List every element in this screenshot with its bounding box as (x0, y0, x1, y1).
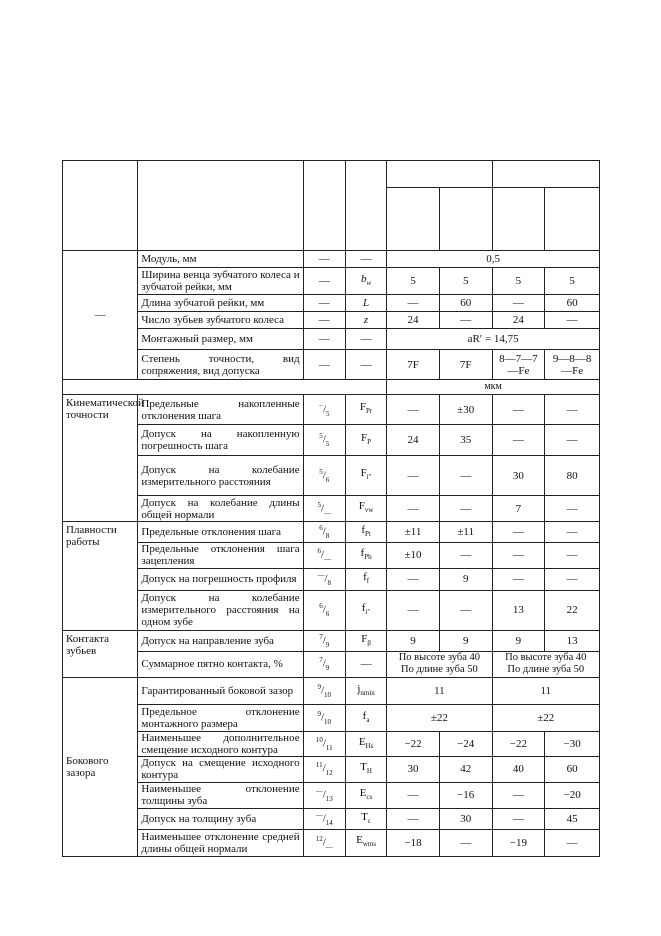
header-row-1 (63, 161, 600, 188)
value-cell: 5 (387, 268, 440, 295)
header-ex1-rack (439, 188, 492, 251)
table-number-cell: — (303, 268, 345, 295)
header-ex2-rack (545, 188, 600, 251)
group-kin: Кинематической точности (63, 395, 138, 522)
value-cell: 8—7—7—Fe (492, 350, 545, 380)
param-cell: Наименьшее дополнительное смещение исходного контура (138, 731, 303, 756)
param-cell: Предельные отклонения шага зацепления (138, 542, 303, 568)
value-cell: 30 (492, 456, 545, 496)
table-number-cell: $^{10}/_{11}$ (303, 731, 345, 756)
value-cell: −19 (492, 829, 545, 856)
contact-ex2-cell (492, 651, 599, 677)
value-cell: — (387, 295, 440, 312)
table-number-cell: $^5/_—$ (303, 496, 345, 522)
value-cell: 7F (387, 350, 440, 380)
symbol-cell: $F_{Pr}$ (345, 395, 386, 425)
contact-length: По длине зуба 50 (401, 664, 478, 676)
value-cell: 45 (545, 808, 600, 829)
param-cell: Число зубьев зубчатого колеса (138, 312, 303, 329)
value-cell: 40 (492, 756, 545, 782)
table-number-cell: $^6/_6$ (303, 590, 345, 630)
value-cell: −20 (545, 782, 600, 808)
param-cell: Допуск на погрешность профиля (138, 568, 303, 590)
header-symbol (345, 161, 386, 251)
value-cell: −22 (492, 731, 545, 756)
value-cell: 80 (545, 456, 600, 496)
merged-value-cell: aR′ = 14,75 (387, 329, 600, 350)
value-cell: — (439, 590, 492, 630)
symbol-cell: $f_{Pb}$ (345, 542, 386, 568)
value-cell: 60 (439, 295, 492, 312)
symbol-cell: L (345, 295, 386, 312)
param-cell: Наименьшее отклонение средней длины общей нормали (138, 829, 303, 856)
units-row (63, 380, 600, 395)
symbol-cell: $f_a$ (345, 704, 386, 731)
group-general: — (63, 251, 138, 380)
table-number-cell: $^9/_{10}$ (303, 704, 345, 731)
table-number-cell: $^9/_{10}$ (303, 677, 345, 704)
value-cell: −18 (387, 829, 440, 856)
table-number-cell: $^6/_—$ (303, 542, 345, 568)
symbol-cell: $b_w$ (345, 268, 386, 295)
value-cell: — (545, 496, 600, 522)
header-norms (63, 161, 138, 251)
value-cell: — (492, 395, 545, 425)
value-cell: 30 (387, 756, 440, 782)
table-row (63, 782, 600, 808)
value-cell: 35 (439, 425, 492, 456)
symbol-cell: $E_{Hs}$ (345, 731, 386, 756)
table-number-cell: $^-/_5$ (303, 395, 345, 425)
value-cell: — (492, 542, 545, 568)
value-cell: 24 (387, 312, 440, 329)
table-row (63, 395, 600, 425)
value-cell: 9 (387, 630, 440, 651)
symbol-cell: $F_P$ (345, 425, 386, 456)
value-cell: — (387, 590, 440, 630)
table-row (63, 295, 600, 312)
param-cell: Гарантированный боковой зазор (138, 677, 303, 704)
symbol-cell: $F_{i''}$ (345, 456, 386, 496)
value-cell: — (439, 312, 492, 329)
table-row (63, 268, 600, 295)
table-row (63, 329, 600, 350)
value-cell: 42 (439, 756, 492, 782)
value-cell: — (492, 425, 545, 456)
value-cell: ±10 (387, 542, 440, 568)
value-cell: 7 (492, 496, 545, 522)
value-cell: 30 (439, 808, 492, 829)
ex2-merged-cell: 11 (492, 677, 599, 704)
table-row (63, 542, 600, 568)
value-cell: — (545, 425, 600, 456)
table-row (63, 425, 600, 456)
contact-ex1-cell (387, 651, 492, 677)
param-cell: Допуск на колебание измерительного расстояния на одном зубе (138, 590, 303, 630)
table-row (63, 568, 600, 590)
table-row (63, 677, 600, 704)
value-cell: 9 (439, 630, 492, 651)
table-number-cell: $^—/_8$ (303, 568, 345, 590)
table-row (63, 522, 600, 543)
value-cell: — (492, 295, 545, 312)
ex1-merged-cell: 11 (387, 677, 492, 704)
units-empty (63, 380, 387, 395)
value-cell: — (545, 395, 600, 425)
ex1-merged-cell: ±22 (387, 704, 492, 731)
table-number-cell: $^5/_6$ (303, 456, 345, 496)
value-cell: — (387, 456, 440, 496)
table-number-cell: $^{11}/_{12}$ (303, 756, 345, 782)
param-cell: Предельное отклонение монтажного размера (138, 704, 303, 731)
value-cell: — (545, 522, 600, 543)
value-cell: 24 (387, 425, 440, 456)
symbol-cell: — (345, 350, 386, 380)
table-number-cell: $^7/_9$ (303, 630, 345, 651)
ex2-merged-cell: ±22 (492, 704, 599, 731)
value-cell: 22 (545, 590, 600, 630)
symbol-cell: $f_{i''}$ (345, 590, 386, 630)
table-number-cell: — (303, 350, 345, 380)
value-cell: — (545, 829, 600, 856)
group-smooth: Плавности работы (63, 522, 138, 631)
param-cell: Допуск на толщину зуба (138, 808, 303, 829)
value-cell: 5 (439, 268, 492, 295)
table-number-cell: $^5/_5$ (303, 425, 345, 456)
header-param (138, 161, 303, 251)
value-cell: — (439, 496, 492, 522)
group-side: Бокового зазора (63, 677, 138, 856)
value-cell: — (545, 542, 600, 568)
symbol-cell: $E_{wms}$ (345, 829, 386, 856)
value-cell: — (387, 395, 440, 425)
param-cell: Наименьшее отклонение толщины зуба (138, 782, 303, 808)
value-cell: 13 (492, 590, 545, 630)
table-row (63, 350, 600, 380)
units-label: мкм (387, 380, 600, 395)
symbol-cell: $T_H$ (345, 756, 386, 782)
value-cell: — (387, 782, 440, 808)
symbol-cell: — (345, 251, 386, 268)
table-row (63, 251, 600, 268)
value-cell: −16 (439, 782, 492, 808)
table-number-cell: $^6/_8$ (303, 522, 345, 543)
value-cell: 9 (439, 568, 492, 590)
symbol-cell: $F_{vw}$ (345, 496, 386, 522)
value-cell: — (492, 568, 545, 590)
param-cell: Допуск на направление зуба (138, 630, 303, 651)
contact-length: По длине зуба 50 (507, 664, 585, 676)
header-example-2 (492, 161, 599, 188)
value-cell: 60 (545, 756, 600, 782)
value-cell: 9—8—8—Fe (545, 350, 600, 380)
value-cell: 5 (545, 268, 600, 295)
group-contact: Контакта зубьев (63, 630, 138, 677)
table-number-cell: $^—/_{14}$ (303, 808, 345, 829)
symbol-cell: $F_\beta$ (345, 630, 386, 651)
symbol-cell: — (345, 329, 386, 350)
symbol-cell: $E_{cs}$ (345, 782, 386, 808)
header-ex1-wheel (387, 188, 440, 251)
table-row (63, 590, 600, 630)
symbol-cell: z (345, 312, 386, 329)
value-cell: −22 (387, 731, 440, 756)
table-row (63, 630, 600, 651)
table-number-cell: $^{12}/_—$ (303, 829, 345, 856)
contact-height: По высоте зуба 40 (398, 652, 481, 664)
table-number-cell: $^7/_9$ (303, 651, 345, 677)
value-cell: 13 (545, 630, 600, 651)
table-row (63, 456, 600, 496)
header-tabno (303, 161, 345, 251)
contact-height: По высоте зуба 40 (505, 652, 587, 664)
value-cell: — (492, 808, 545, 829)
table-number-cell: — (303, 295, 345, 312)
symbol-cell: $j_{nmin}$ (345, 677, 386, 704)
table-row (63, 808, 600, 829)
table-row (63, 651, 600, 677)
symbol-cell: — (345, 651, 386, 677)
value-cell: — (492, 782, 545, 808)
norms-table (62, 160, 600, 857)
symbol-cell: $f_f$ (345, 568, 386, 590)
value-cell: 24 (492, 312, 545, 329)
table-number-cell: — (303, 312, 345, 329)
table-row (63, 829, 600, 856)
table-row (63, 731, 600, 756)
table-number-cell: — (303, 329, 345, 350)
param-cell: Ширина венца зубчатого колеса и зубчатой рейки, мм (138, 268, 303, 295)
symbol-cell: $f_{Pt}$ (345, 522, 386, 543)
value-cell: −30 (545, 731, 600, 756)
param-cell: Суммарное пятно контакта, % (138, 651, 303, 677)
value-cell: — (387, 808, 440, 829)
param-cell: Допуск на колебание длины общей нормали (138, 496, 303, 522)
value-cell: ±30 (439, 395, 492, 425)
param-cell: Степень точности, вид сопряжения, вид допуска (138, 350, 303, 380)
param-cell: Модуль, мм (138, 251, 303, 268)
symbol-cell: $T_c$ (345, 808, 386, 829)
value-cell: — (439, 456, 492, 496)
value-cell: 60 (545, 295, 600, 312)
value-cell: −24 (439, 731, 492, 756)
value-cell: — (387, 568, 440, 590)
table-row (63, 704, 600, 731)
value-cell: — (439, 542, 492, 568)
table-number-cell: — (303, 251, 345, 268)
table-number-cell: $^—/_{13}$ (303, 782, 345, 808)
header-example-1 (387, 161, 492, 188)
value-cell: — (439, 829, 492, 856)
value-cell: ±11 (439, 522, 492, 543)
param-cell: Длина зубчатой рейки, мм (138, 295, 303, 312)
param-cell: Допуск на смещение исходного контура (138, 756, 303, 782)
header-ex2-wheel (492, 188, 545, 251)
param-cell: Предельные накопленные отклонения шага (138, 395, 303, 425)
value-cell: 9 (492, 630, 545, 651)
param-cell: Допуск на колебание измерительного расстояния (138, 456, 303, 496)
param-cell: Монтажный размер, мм (138, 329, 303, 350)
table-row (63, 756, 600, 782)
value-cell: — (545, 312, 600, 329)
table-row (63, 312, 600, 329)
merged-value-cell: 0,5 (387, 251, 600, 268)
value-cell: 7F (439, 350, 492, 380)
param-cell: Предельные отклонения шага (138, 522, 303, 543)
param-cell: Допуск на накопленную погрешность шага (138, 425, 303, 456)
value-cell: — (387, 496, 440, 522)
value-cell: ±11 (387, 522, 440, 543)
value-cell: 5 (492, 268, 545, 295)
value-cell: — (545, 568, 600, 590)
value-cell: — (492, 522, 545, 543)
table-row (63, 496, 600, 522)
